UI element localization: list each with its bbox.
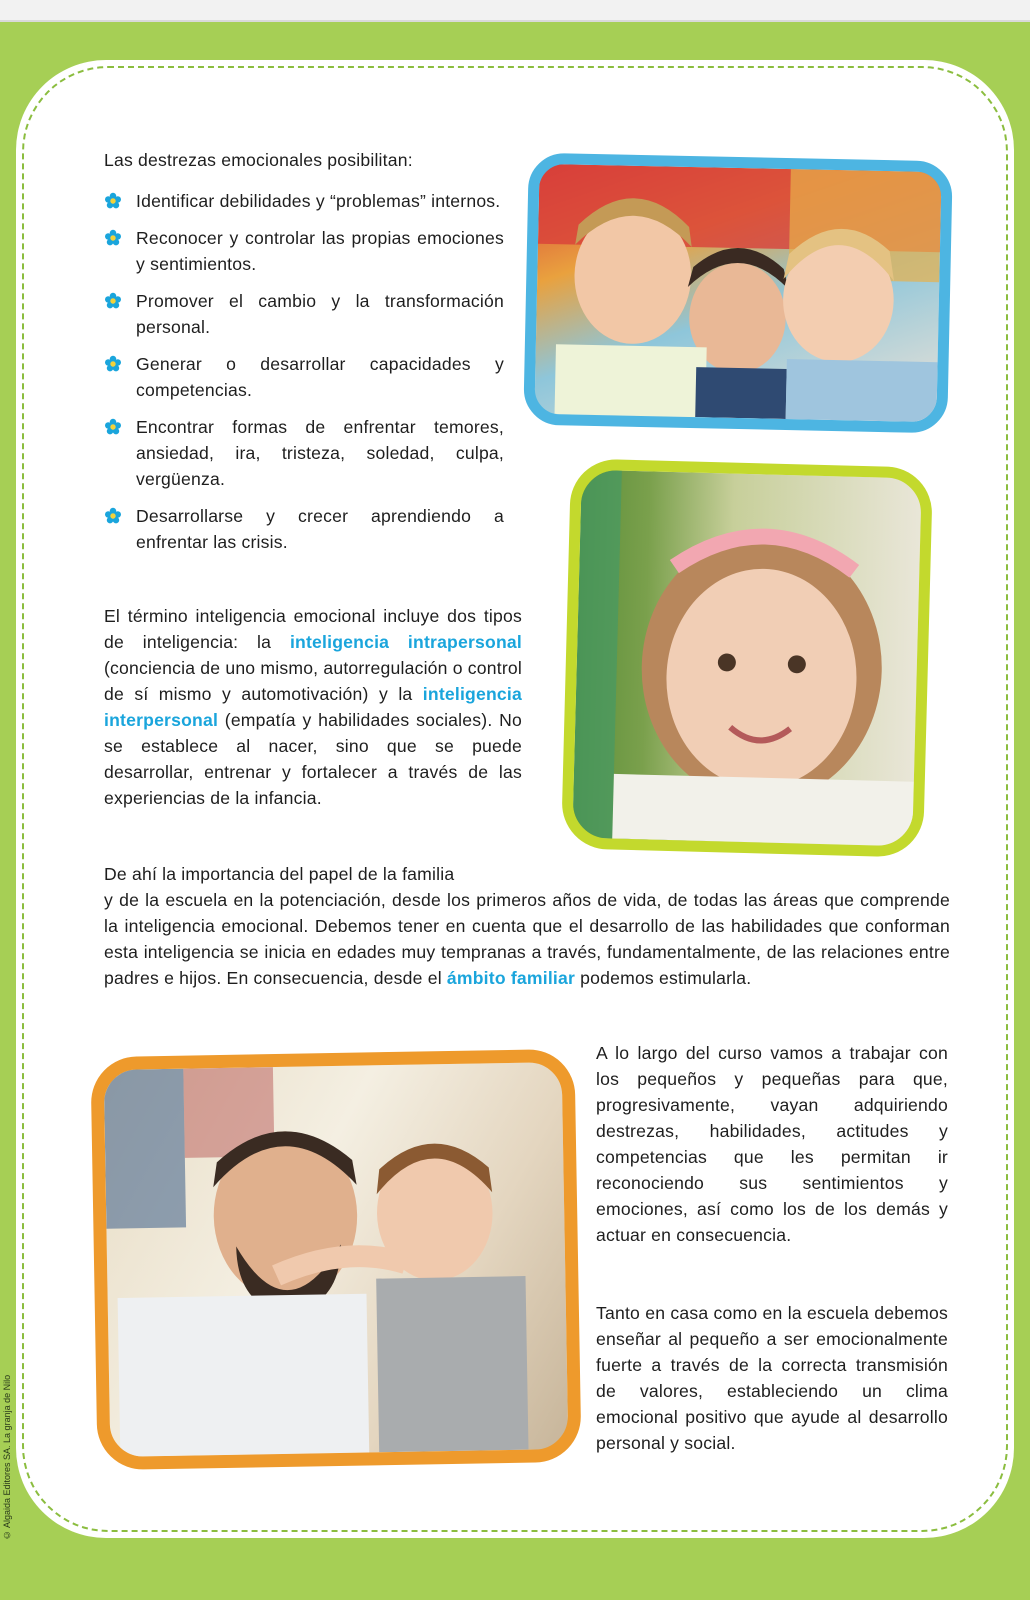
list-item	[104, 188, 504, 214]
paragraph-text: podemos estimularla.	[575, 968, 752, 988]
intro-heading: Las destrezas emocionales posibilitan:	[104, 150, 413, 170]
paragraph-emotional-intelligence	[104, 603, 522, 811]
skills-list	[104, 188, 504, 566]
flower-bullet-icon	[104, 192, 122, 210]
paragraph-home-school: Tanto en casa como en la escuela debemos enseñar al pequeño a ser emocionalmente fuerte a través de la correcta transmisión de valores, estableciendo un clima emocional positivo que ayude al desarrollo personal y social.	[596, 1303, 948, 1453]
flower-bullet-icon	[104, 418, 122, 436]
father-daughter-illustration	[104, 1062, 569, 1457]
list-item	[104, 414, 504, 492]
flower-bullet-icon	[104, 507, 122, 525]
browser-top-bar	[0, 0, 1030, 22]
list-item-text: Identificar debilidades y “problemas” internos.	[136, 191, 501, 211]
list-item-text: Encontrar formas de enfrentar temores, ansiedad, ira, tristeza, soledad, culpa, vergüenza.	[136, 417, 504, 489]
highlight-interpersonal: inteligencia interpersonal	[104, 684, 522, 730]
flower-bullet-icon	[104, 355, 122, 373]
paragraph-text: El término inteligencia emocional incluye dos tipos de inteligencia: la	[104, 606, 522, 652]
list-item-text: Promover el cambio y la transformación personal.	[136, 291, 504, 337]
paragraph-text: (conciencia de uno mismo, autorregulación o control de sí mismo y automotivación) y la	[104, 658, 523, 704]
list-item	[104, 351, 504, 403]
list-item-text: Generar o desarrollar capacidades y competencias.	[136, 354, 504, 400]
photo-three-children	[523, 153, 953, 434]
list-item-text: Desarrollarse y crecer aprendiendo a enfrentar las crisis.	[136, 506, 504, 552]
paragraph-family-first-line: De ahí la importancia del papel de la familia	[104, 864, 455, 884]
paragraph-text: (empatía y habilidades sociales). No se establece al nacer, sino que se puede desarrollar, entrenar y fortalecer a través de las experiencias de la infancia.	[104, 710, 522, 808]
photo-father-daughter	[90, 1049, 581, 1470]
list-item	[104, 288, 504, 340]
photo-smiling-toddler	[561, 458, 933, 857]
side-copyright-credit: © Algaida Editores SA. La granja de Nilo	[2, 1374, 12, 1540]
paragraph-family-role	[104, 887, 950, 991]
paragraph-course-goals: A lo largo del curso vamos a trabajar con los pequeños y pequeñas para que, progresivamente, vayan adquiriendo destrezas, habilidades, actitudes y competencias que les permitan ir reconociendo sus sentimientos y emociones, así como los de los demás y actuar en consecuencia.	[596, 1043, 948, 1245]
list-item	[104, 225, 504, 277]
highlight-family-scope: ámbito familiar	[446, 968, 576, 988]
list-item	[104, 503, 504, 555]
children-illustration	[534, 164, 941, 422]
flower-bullet-icon	[104, 292, 122, 310]
toddler-illustration	[572, 470, 922, 847]
paragraph-text: y de la escuela en la potenciación, desde los primeros años de vida, de todas las áreas que comprende la inteligencia emocional. Debemos tener en cuenta que el desarrollo de las habilidades que conforman esta inteligencia se inicia en edades muy tempranas a través, fundamentalmente, de las relaciones entre padres e hijos. En consecuencia, desde el	[104, 890, 950, 988]
list-item-text: Reconocer y controlar las propias emociones y sentimientos.	[136, 228, 504, 274]
highlight-intrapersonal: inteligencia intrapersonal	[289, 632, 522, 652]
flower-bullet-icon	[104, 229, 122, 247]
